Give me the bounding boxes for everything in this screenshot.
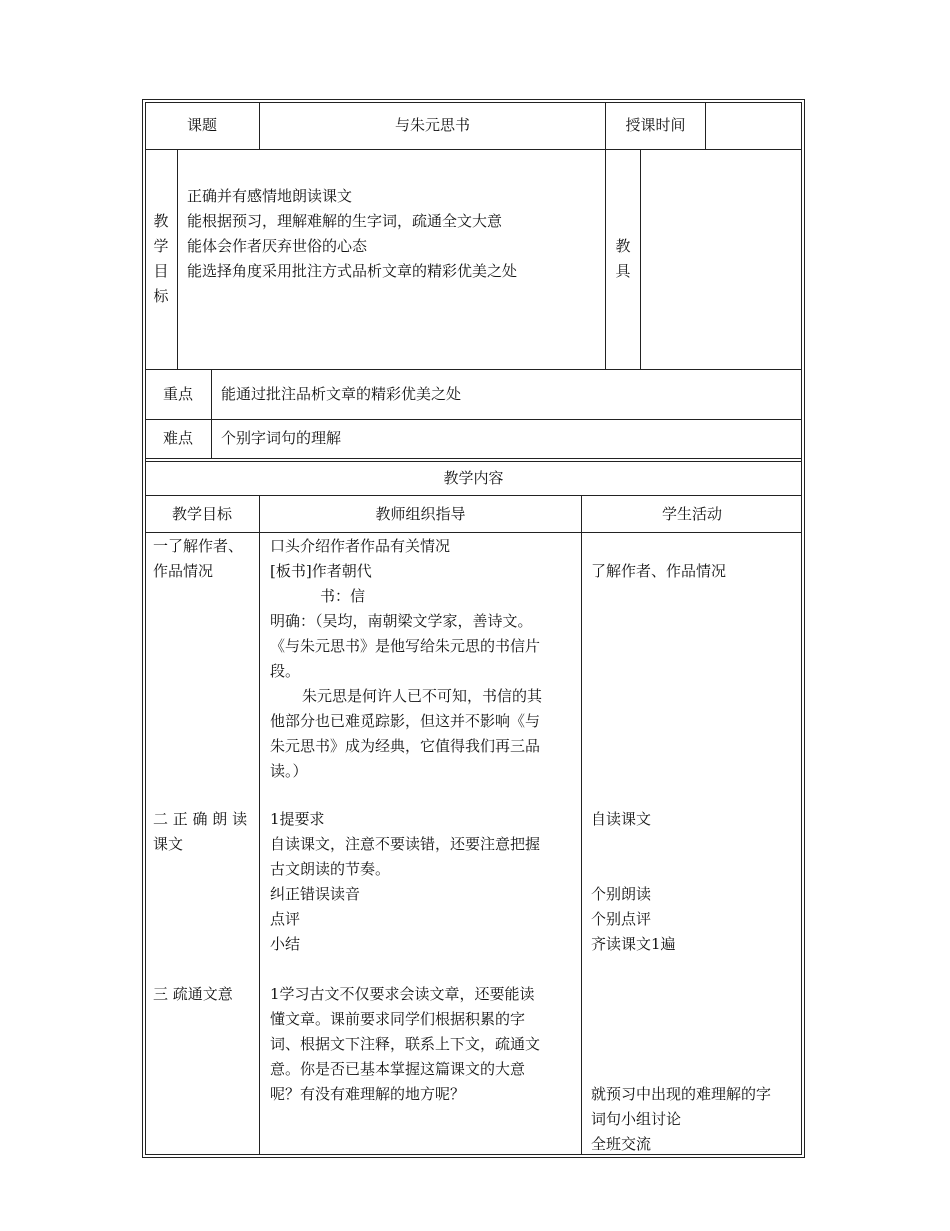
teacher-line: 自读课文，注意不要读错，还要注意把握 [270, 835, 541, 853]
section-goal: 作品情况 [153, 562, 214, 580]
teacher-line: 明确：（吴均，南朝梁文学家，善诗文。 [270, 612, 533, 630]
teacher-line: 古文朗读的节奏。 [270, 860, 391, 878]
topic-label: 课题 [186, 116, 217, 134]
teacher-line: 1学习古文不仅要求会读文章，还要能读 [270, 985, 535, 1003]
teacher-line: 他部分也已难觅踪影，但这并不影响《与 [270, 712, 541, 730]
student-line: 齐读课文1遍 [591, 935, 676, 953]
teacher-line: 懂文章。课前要求同学们根据积累的字 [270, 1010, 526, 1028]
goal-item: 能选择角度采用批注方式品析文章的精彩优美之处 [187, 262, 518, 280]
teacher-line: 1提要求 [270, 810, 325, 828]
teacher-line: 词、根据文下注释，联系上下文，疏通文 [270, 1035, 541, 1053]
teacher-line: 读。） [270, 762, 308, 780]
teacher-line: 《与朱元思书》是他写给朱元思的书信片 [270, 637, 541, 655]
goal-item: 能根据预习，理解难解的生字词，疏通全文大意 [187, 212, 503, 230]
column-header-student: 学生活动 [661, 505, 722, 523]
teacher-line: 呢？有没有难理解的地方呢？ [270, 1085, 466, 1103]
tools-label: 教 具 [615, 237, 631, 280]
column-header-goal: 教学目标 [171, 505, 232, 523]
student-line: 就预习中出现的难理解的字 [591, 1085, 772, 1103]
teacher-line: [板书]作者朝代 [270, 562, 372, 580]
teacher-line: 点评 [270, 910, 301, 928]
student-line: 自读课文 [591, 810, 652, 828]
topic-value: 与朱元思书 [394, 116, 470, 134]
section-goal: 课文 [153, 835, 184, 853]
time-label: 授课时间 [625, 116, 686, 134]
key-point-value: 能通过批注品析文章的精彩优美之处 [221, 385, 462, 403]
section-goal: 二 正 确 朗 读 [153, 810, 248, 828]
teacher-line: 意。你是否已基本掌握这篇课文的大意 [270, 1060, 526, 1078]
goal-item: 正确并有感情地朗读课文 [187, 187, 353, 205]
difficulty-label: 难点 [162, 429, 193, 447]
teacher-line: 口头介绍作者作品有关情况 [270, 537, 451, 555]
column-header-teacher: 教师组织指导 [375, 505, 466, 523]
key-point-label: 重点 [162, 385, 193, 403]
content-title: 教学内容 [443, 469, 504, 487]
student-line: 个别点评 [591, 910, 652, 928]
teacher-line: 朱元思是何许人已不可知，书信的其 [302, 687, 543, 705]
student-line: 词句小组讨论 [591, 1110, 682, 1128]
student-line: 了解作者、作品情况 [591, 562, 727, 580]
teacher-line: 小结 [270, 935, 301, 953]
section-goal: 一了解作者、 [153, 537, 244, 555]
goals-label: 教 学 目 标 [153, 212, 169, 305]
teacher-line: 书：信 [320, 587, 366, 605]
student-line: 全班交流 [591, 1135, 652, 1153]
teacher-line: 朱元思书》成为经典，它值得我们再三品 [270, 737, 541, 755]
goal-item: 能体会作者厌弃世俗的心态 [187, 237, 368, 255]
difficulty-value: 个别字词句的理解 [221, 429, 342, 447]
section-goal: 三 疏通文意 [153, 985, 233, 1003]
teacher-line: 段。 [270, 662, 301, 680]
teacher-line: 纠正错误读音 [270, 885, 361, 903]
student-line: 个别朗读 [591, 885, 652, 903]
